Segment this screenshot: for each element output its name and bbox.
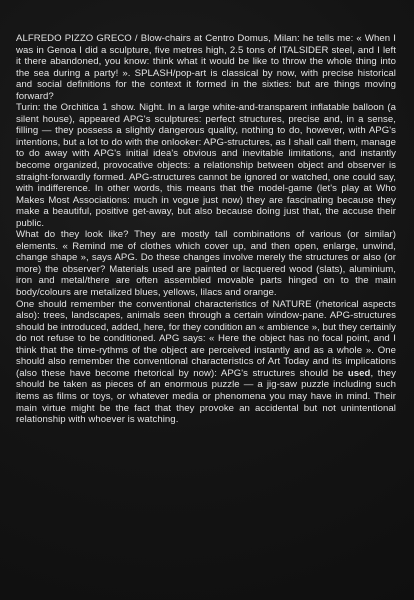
paragraph-what-look-like: What do they look like? They are mostly tall combinations of various (or similar) elements. « Remind me of clothes which cover up, and then open, enlarge, unwind, change shape », says APG. Do these changes involve merely the structures or also (or more) the observer? Materials used are painted or lacquered wood (slats), aluminium, iron and metal/there are often assembled movable parts hinged on to the main body/colours are metalized blues, yellows, lilacs and orange.	[16, 229, 396, 299]
paragraph-pizzo-greco: ALFREDO PIZZO GRECO / Blow-chairs at Centro Domus, Milan: he tells me: « When I was in Genoa I did a sculpture, five metres high, 2.5 tons of ITALSIDER steel, and I left it there abandoned, you know: think what it would be like to throw the whole thing into the sea during a party! ». SPLASH/pop-art is classical by now, with precise historical and social definitions for the context it formed in the sixties: but are things moving forward?	[16, 33, 396, 102]
article-text	[16, 33, 396, 426]
paragraph-nature	[16, 299, 396, 426]
paragraph-turin-show: Turin: the Orchitica 1 show. Night. In a large white-and-transparent inflatable balloon (a silent house), appeared APG's sculptures: perfect structures, precise and, in a sense, filling — they possess a slightly dangerous quality, nothing to do, however, with APG's intentions, but a lot to do with the onlooker: APG-structures, as I shall call them, manage to do away with APG's initial idea's obvious and inevitable limitations, and instantly become organized, provocative objects: a relationship between object and observer is straight-forwardly formed. APG-structures cannot be ignored or watched, one could say, with indifference. In other words, this means that the model-game (let's play at Who Makes Most Associations: much in vogue just now) they are fascinating because they make a beautiful, positive get-away, but also because doing just that, the accuse their public.	[16, 102, 396, 229]
bold-word-used: used	[347, 367, 371, 379]
paragraph-nature-lead: One should remember the conventional characteristics of NATURE (rhetorical aspects also): trees, landscapes, animals seen through a certain window-pane. APG-structures should be introduced, added, here, for they condition an « ambience », but they certainly do not refuse to be conditioned. APG says: « Here the object has no focal point, and I think that the time-rythms of the object are perceived instantly and as a whole ». One should also remember the conventional characteristics of Art Today and its implications (also these have become rhetorical by now): APG's structures should be	[16, 298, 396, 379]
paragraph-nature-tail: , they should be taken as pieces of an enormous puzzle — a jig-saw puzzle including such items as films or toys, or whatever media or phenomena you may have in mind. Their main virtue might be the fact that they provoke an accidental but not unintentional relationship with whoever is watching.	[16, 367, 396, 426]
